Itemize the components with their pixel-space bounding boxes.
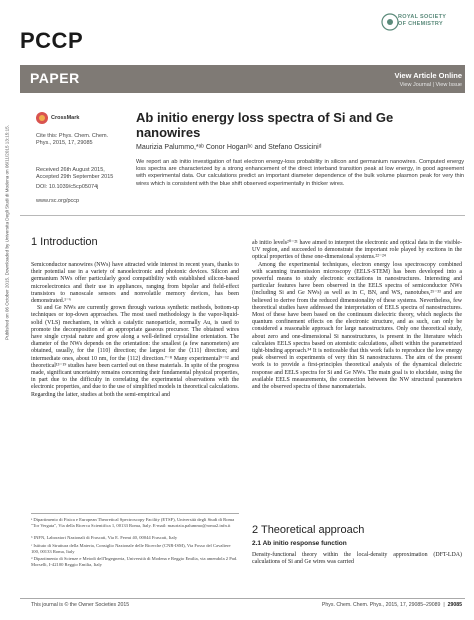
- section21-heading: 2.1 Ab initio response function: [252, 540, 347, 547]
- intro-heading: 1 Introduction: [31, 236, 98, 248]
- body-paragraph: Among the experimental techniques, electron energy loss spectroscopy combined with scanning transmission microscopy (EELS-STEM) has been developed into a powerful means to study electronic excitations in nanostructures. Interesting and particular features have been observed in the EELS spectra of semiconductor NWs (including Si and Ge NWs) as well as in C, BN, and WS₂ nanotubes,²⁵⁻³³ and are believed to derive from the reduced dimensionality of these systems. Nevertheless, few theoretical studies have addressed the interpretation of EELS spectra of nanostructures. Most of these have been based on the continuum dielectric theory, which neglects the quantum confinement effects on the electronic structure, and as such, can only be considered a reasonable approach for large nanostructures. Only one theoretical study, about zero and one-dimensional Si nanostructures, is present in the literature which calculates EELS spectra based on atomistic calculations, albeit within the parametrized tight-binding approach.³⁴ It is noticeable that this work fails to reproduce the low energy peak observed in experiments of very thin Si nanostructures. The aim of the present work is to provide a first-principles theoretical analysis of the dynamical dielectric response and EELS spectra for Si and Ge NWs. The main goal is to elucidate, using the available EELS measurements, the connection between the NW structural parameters and the observed spectra of these nanomaterials.: [252, 261, 462, 391]
- article-authors: Maurizia Palummo,*ᵃᵇ Conor Hoganᵇᶜ and Stefano Ossiciniᵈ: [136, 144, 322, 151]
- view-journal-issue-links[interactable]: View Journal | View Issue: [399, 82, 462, 88]
- journal-name: PCCP: [20, 28, 84, 53]
- intro-paragraph: Si and Ge NWs are currently grown through various synthetic methods, bottom-up techniques or top-down approaches. The most used methodology is the vapor-liquid-solid (VLS) mechanism, in which a catalytic nanoparticle, normally Au, is used to promote the decomposition of an appropriate gaseous precursor. The obtained wires have single crystal nature and grow along a well-defined crystalline orientation. The diameter of the NWs depends on the orientation: the smallest (a few nanometers) are obtained, usually, for the ⟨110⟩ direction; the largest for the ⟨111⟩ direction; and intermediate ones, about 10 nm, for the ⟨112⟩ direction.⁷⁻⁸ Many experimental⁹⁻¹² and theoretical¹³⁻¹⁹ studies have been carried out on these materials. In spite of the progress made, significant uncertainty remains concerning their fundamental physical properties, in part due to the difficulty in correlating the experimental observations with the electronic properties, and due to the use of simplified models in theoretical calculations. Regarding the latter, studies at both the semi-empirical and: [31, 305, 239, 398]
- footnote: ᵃ Dipartimento di Fisica e European Theoretical Spectroscopy Facility (ETSF), Università degli Studi di Roma "Tor Vergata", Via della Ricerca Scientifica 1, 00133 Roma, Italy. E-mail: maurizia.palummo@roma2.infn.it: [31, 517, 235, 528]
- body-paragraph: Density-functional theory within the local-density approximation (DFT-LDA) calculations of Si and Ge wires was carried: [252, 552, 462, 566]
- intro-text: [31, 262, 239, 399]
- intro-paragraph: Semiconductor nanowires (NWs) have attracted wide interest in recent years, thanks to their potential use in a variety of nanoelectronic and photonic devices. Silicon and germanium NWs offer particularly good compatibility with established silicon-based microelectronics and their use in appliances, ranging from bipolar and field-effect transistors to nanoscale sensors and nonvolatile memory devices, has been demonstrated.¹⁻⁶: [31, 262, 239, 305]
- right-column-text: [252, 240, 462, 391]
- body-paragraph: ab initio levels²⁰⁻²¹ have aimed to interpret the electronic and optical data in the visible-UV region, and succeeded to demonstrate the important role played by excitons in the optical properties of these one-dimensional systems.²²⁻²⁴: [252, 240, 462, 261]
- banner-label: PAPER: [30, 70, 80, 86]
- doi[interactable]: DOI: 10.1039/c5cp05074j: [36, 184, 99, 190]
- footnote: ᵇ INFN, Laboratori Nazionali di Frascati, Via E. Fermi 40, 00044 Frascati, Italy: [31, 535, 178, 540]
- section21-text: [252, 552, 462, 566]
- footer-journal-ref: Phys. Chem. Chem. Phys., 2015, 17, 29085–29089: [321, 602, 441, 608]
- section-divider: [20, 215, 465, 216]
- article-title: Ab initio energy loss spectra of Si and Ge nanowires: [136, 110, 394, 140]
- footnote: ᶜ Istituto di Struttura della Materia, Consiglio Nazionale delle Ricerche (CNR-ISM), Via Fosso del Cavaliere 100, 00133 Roma, Italy: [31, 543, 231, 554]
- footnote-divider: [31, 513, 239, 514]
- received-date: Received 26th August 2015,: [36, 167, 105, 173]
- rsc-logo-text: ROYAL SOCIETY OF CHEMISTRY: [398, 14, 447, 27]
- article-abstract: We report an ab initio investigation of fast electron energy-loss probability in silicon and germanium nanowires. Computed energy loss spectra are characterized by a strong enhancement of the direct interband transition peak at low energy, in good agreement with experimental data. Our calculations predict an important diameter dependence of the bulk volume plasmon peak for very thin wires which is consistent with the blue shift observed experimentally in thicker wires.: [136, 159, 464, 187]
- footer-copyright: This journal is © the Owner Societies 2015: [31, 602, 130, 608]
- crossmark-icon: [36, 112, 48, 124]
- cite-this: Cite this: Phys. Chem. Chem. Phys., 2015, 17, 29085: [36, 133, 109, 146]
- crossmark-badge[interactable]: [36, 112, 88, 124]
- footer-divider: [20, 598, 465, 599]
- journal-website-link[interactable]: www.rsc.org/pccp: [36, 198, 80, 204]
- section2-heading: 2 Theoretical approach: [252, 524, 365, 536]
- footer-citation: Phys. Chem. Chem. Phys., 2015, 17, 29085–29089 | 29085: [321, 602, 462, 608]
- page-number: 29085: [447, 602, 462, 608]
- side-watermark: Published on 06 October 2015. Downloaded by Universita Degli Studi di Modena on 06/11/2015 13:15:15.: [4, 125, 10, 340]
- accepted-date: Accepted 29th September 2015: [36, 174, 114, 180]
- footnote: ᵈ Dipartimento di Scienze e Metodi dell'Ingegneria, Università di Modena e Reggio Emilia, via amendola 2 Pad. Morselli, I-42100 Reggio Emilia, Italy: [31, 556, 238, 567]
- crossmark-label: CrossMark: [51, 115, 80, 121]
- view-article-online-link[interactable]: View Article Online: [394, 71, 462, 80]
